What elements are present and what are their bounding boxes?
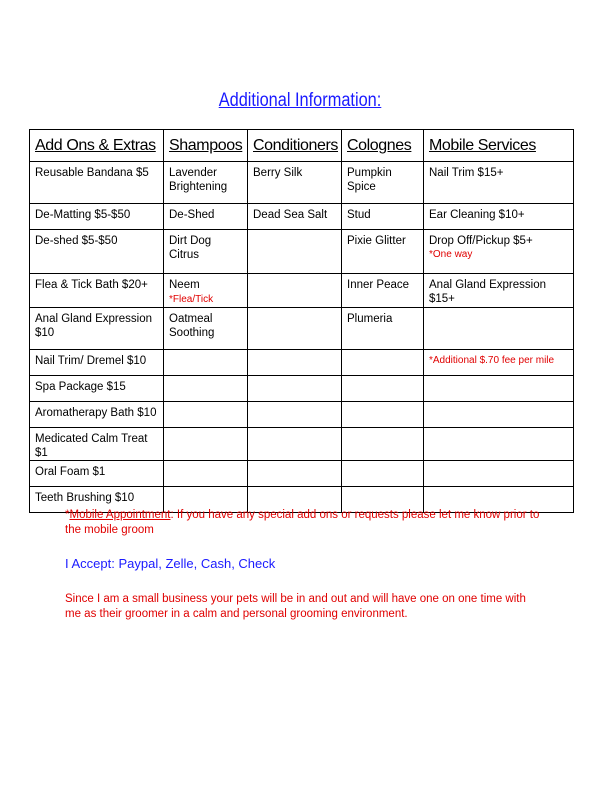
cell-cologne [342, 350, 424, 376]
cell-shampoo [164, 230, 248, 274]
table-header-row [30, 130, 574, 162]
table-row [30, 204, 574, 230]
header-colognes: Colognes [342, 130, 424, 162]
page-title: Additional Information: [218, 90, 382, 111]
add-on-text: Anal Gland Expression $10 [35, 313, 152, 339]
cell-mobile-service [424, 162, 574, 204]
cell-mobile-service [424, 350, 574, 376]
cell-cologne [342, 428, 424, 461]
cell-cologne [342, 230, 424, 274]
table-row [30, 350, 574, 376]
cell-mobile-service [424, 402, 574, 428]
cell-add-on [30, 428, 164, 461]
cell-mobile-service [424, 204, 574, 230]
cologne-text: Stud [347, 209, 371, 221]
cell-conditioner [248, 230, 342, 274]
cell-add-on [30, 204, 164, 230]
cell-shampoo [164, 402, 248, 428]
add-on-text: Flea & Tick Bath $20+ [35, 279, 148, 291]
cell-mobile-service [424, 230, 574, 274]
cologne-text: Pixie Glitter [347, 235, 406, 247]
cell-conditioner [248, 402, 342, 428]
cell-add-on [30, 376, 164, 402]
mobile-service-text: Drop Off/Pickup $5+ [429, 235, 533, 247]
cell-add-on [30, 461, 164, 487]
cell-shampoo [164, 162, 248, 204]
table-row [30, 461, 574, 487]
header-shampoos: Shampoos [164, 130, 248, 162]
add-on-text: De-Matting $5-$50 [35, 209, 131, 221]
note-text: : If you have any special add ons or requests please let me know prior to the mobile groom [65, 509, 540, 536]
table-row [30, 162, 574, 204]
cell-mobile-service [424, 428, 574, 461]
cell-mobile-service [424, 376, 574, 402]
cell-conditioner [248, 376, 342, 402]
cell-shampoo [164, 428, 248, 461]
cell-mobile-service [424, 308, 574, 350]
header-add-ons: Add Ons & Extras [30, 130, 164, 162]
conditioner-text: Berry Silk [253, 167, 303, 179]
cell-note: *One way [429, 249, 473, 260]
add-on-text: Reusable Bandana $5 [35, 167, 149, 179]
payment-methods: I Accept: Paypal, Zelle, Cash, Check [65, 556, 276, 571]
table-row [30, 274, 574, 308]
shampoo-text: Lavender Brightening [169, 167, 228, 193]
cell-add-on [30, 402, 164, 428]
cell-cologne [342, 204, 424, 230]
cell-conditioner [248, 461, 342, 487]
add-on-text: Oral Foam $1 [35, 466, 106, 478]
shampoo-text: Neem [169, 279, 200, 291]
cell-cologne [342, 308, 424, 350]
services-table [29, 129, 574, 513]
inline-note: *Flea/Tick [169, 294, 214, 305]
shampoo-text: Dirt Dog Citrus [169, 235, 212, 261]
cell-shampoo [164, 350, 248, 376]
cell-cologne [342, 376, 424, 402]
cell-conditioner [248, 428, 342, 461]
cell-cologne [342, 402, 424, 428]
table-row [30, 376, 574, 402]
cell-shampoo [164, 204, 248, 230]
header-conditioners: Conditioners [248, 130, 342, 162]
table-row [30, 402, 574, 428]
mobile-service-text: Anal Gland Expression $15+ [429, 279, 546, 305]
add-on-text: Nail Trim/ Dremel $10 [35, 355, 147, 367]
note-asterisk: * [65, 509, 70, 521]
mobile-appointment-note [65, 508, 545, 538]
cell-add-on [30, 350, 164, 376]
shampoo-text: Oatmeal Soothing [169, 313, 215, 339]
shampoo-text: De-Shed [169, 209, 215, 221]
cologne-text: Inner Peace [347, 279, 410, 291]
add-on-text: Aromatherapy Bath $10 [35, 407, 157, 419]
cologne-text: Plumeria [347, 313, 393, 325]
cell-add-on [30, 230, 164, 274]
cell-shampoo [164, 461, 248, 487]
cell-cologne [342, 274, 424, 308]
cell-shampoo [164, 308, 248, 350]
add-on-text: Medicated Calm Treat $1 [35, 433, 148, 459]
table-row [30, 308, 574, 350]
cell-conditioner [248, 350, 342, 376]
closing-statement: Since I am a small business your pets will be in and out and will have one on one time with me as their groomer in a calm and personal grooming environment. [65, 593, 526, 620]
header-mobile-services: Mobile Services [424, 130, 574, 162]
cologne-text: Pumpkin Spice [347, 167, 392, 193]
cell-cologne [342, 162, 424, 204]
cell-cologne [342, 461, 424, 487]
mobile-service-text: Nail Trim $15+ [429, 167, 504, 179]
cell-add-on [30, 274, 164, 308]
add-on-text: Spa Package $15 [35, 381, 126, 393]
cell-conditioner [248, 162, 342, 204]
add-on-text: Teeth Brushing $10 [35, 492, 135, 504]
cell-add-on [30, 162, 164, 204]
cell-conditioner [248, 204, 342, 230]
cell-shampoo [164, 376, 248, 402]
table-row [30, 428, 574, 461]
cell-conditioner [248, 308, 342, 350]
table-body [30, 162, 574, 513]
note-label: Mobile Appointment [69, 509, 171, 521]
conditioner-text: Dead Sea Salt [253, 209, 328, 221]
add-on-text: De-shed $5-$50 [35, 235, 118, 247]
cell-mobile-service [424, 461, 574, 487]
table-row [30, 230, 574, 274]
cell-add-on [30, 308, 164, 350]
cell-mobile-service [424, 274, 574, 308]
cell-note: *Additional $.70 fee per mile [429, 355, 555, 366]
cell-shampoo [164, 274, 248, 308]
cell-conditioner [248, 274, 342, 308]
mobile-service-text: Ear Cleaning $10+ [429, 209, 525, 221]
